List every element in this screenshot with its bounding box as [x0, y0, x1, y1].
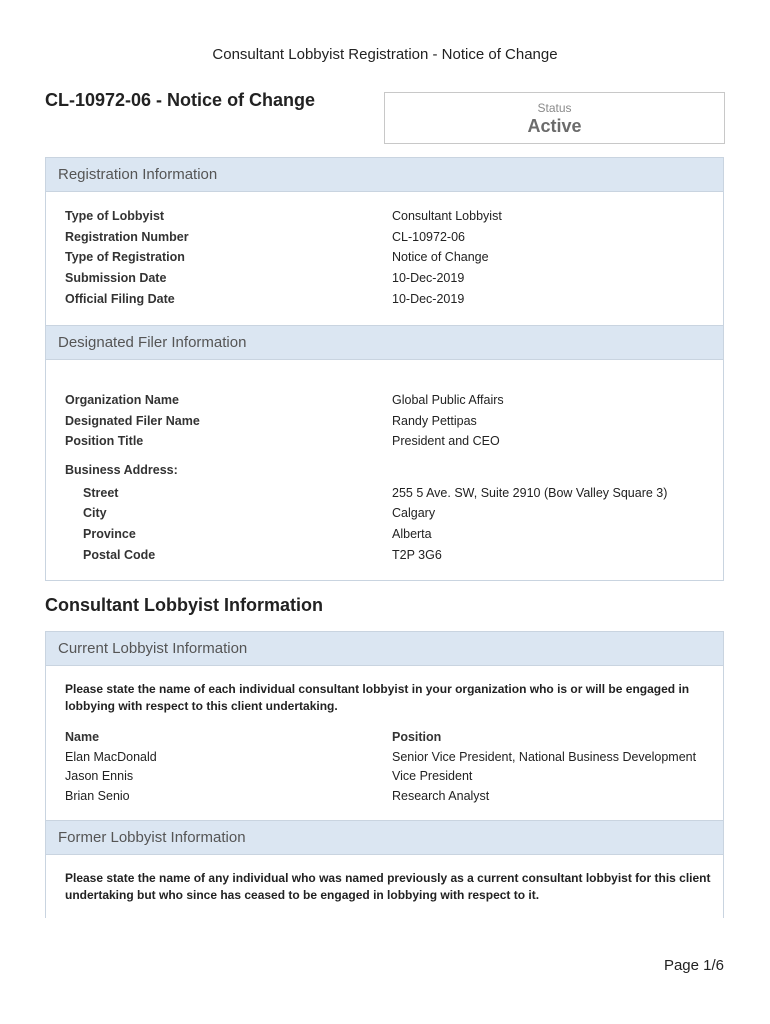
status-box: [384, 92, 725, 144]
info-label: Type of Registration: [65, 250, 185, 264]
current-lobbyist-prompt: Please state the name of each individual consultant lobbyist in your organization who is or will be engaged in lobbying with respect to this client undertaking.: [65, 682, 690, 713]
address-value: Calgary: [392, 506, 436, 520]
info-value: 10-Dec-2019: [392, 271, 465, 285]
address-label: Postal Code: [83, 548, 156, 562]
info-label: Submission Date: [65, 271, 167, 285]
info-row: [65, 268, 723, 288]
address-row: [65, 524, 723, 544]
info-value: Notice of Change: [392, 250, 489, 264]
lobbyist-position: Vice President: [392, 769, 473, 783]
former-lobbyist-prompt: Please state the name of any individual who was named previously as a current consultant lobbyist for this client undertaking but who since has ceased to be engaged in lobbying with respect to it.: [65, 871, 711, 902]
filer-section: [45, 325, 724, 581]
info-label: Position Title: [65, 434, 144, 448]
former-lobbyist-section: [45, 820, 724, 918]
document-title: Consultant Lobbyist Registration - Notice of Change: [212, 46, 558, 63]
info-value: CL-10972-06: [392, 230, 465, 244]
consultant-heading: Consultant Lobbyist Information: [45, 595, 323, 615]
info-row: [65, 227, 723, 247]
address-row: [65, 503, 723, 523]
lobbyist-name: Jason Ennis: [65, 769, 134, 783]
address-label: Province: [83, 527, 136, 541]
lobbyist-position: Research Analyst: [392, 789, 490, 803]
current-lobbyist-section: [45, 631, 724, 821]
info-label: Designated Filer Name: [65, 414, 200, 428]
address-value: T2P 3G6: [392, 548, 442, 562]
info-label: Official Filing Date: [65, 292, 175, 306]
lobbyist-position: Senior Vice President, National Business Development: [392, 750, 697, 764]
lobbyist-name: Elan MacDonald: [65, 750, 157, 764]
address-row: [65, 483, 723, 503]
info-row: [65, 206, 723, 226]
lobbyist-row: [65, 747, 723, 767]
lobbyist-row: [65, 786, 723, 806]
info-row: [65, 411, 723, 431]
info-row: [65, 431, 723, 451]
status-value: Active: [527, 116, 582, 136]
registration-heading: CL-10972-06 - Notice of Change: [45, 90, 316, 110]
status-label: Status: [537, 101, 572, 115]
info-value: 10-Dec-2019: [392, 292, 465, 306]
page-number: Page 1/6: [663, 957, 724, 974]
info-value: Consultant Lobbyist: [392, 209, 502, 223]
info-value: President and CEO: [392, 434, 500, 448]
address-label: Street: [83, 486, 119, 500]
info-label: Type of Lobbyist: [65, 209, 165, 223]
column-position-header: Position: [392, 730, 442, 744]
address-value: 255 5 Ave. SW, Suite 2910 (Bow Valley Square 3): [392, 486, 668, 500]
registration-section: [45, 157, 724, 326]
business-address-label: Business Address:: [65, 463, 178, 477]
lobbyist-row: [65, 766, 723, 786]
info-label: Organization Name: [65, 393, 179, 407]
info-row: [65, 390, 723, 410]
address-value: Alberta: [392, 527, 432, 541]
address-row: [65, 545, 723, 565]
lobbyist-table-header: [65, 727, 723, 747]
info-row: [65, 247, 723, 267]
address-label: City: [83, 506, 107, 520]
registration-section-header: Registration Information: [46, 157, 723, 192]
info-value: Global Public Affairs: [392, 393, 504, 407]
lobbyist-name: Brian Senio: [65, 789, 130, 803]
info-label: Registration Number: [65, 230, 189, 244]
info-row: [65, 289, 723, 309]
info-value: Randy Pettipas: [392, 414, 477, 428]
column-name-header: Name: [65, 730, 100, 744]
current-lobbyist-header: Current Lobbyist Information: [46, 631, 723, 666]
former-lobbyist-header: Former Lobbyist Information: [46, 820, 723, 855]
filer-section-header: Designated Filer Information: [46, 325, 723, 360]
